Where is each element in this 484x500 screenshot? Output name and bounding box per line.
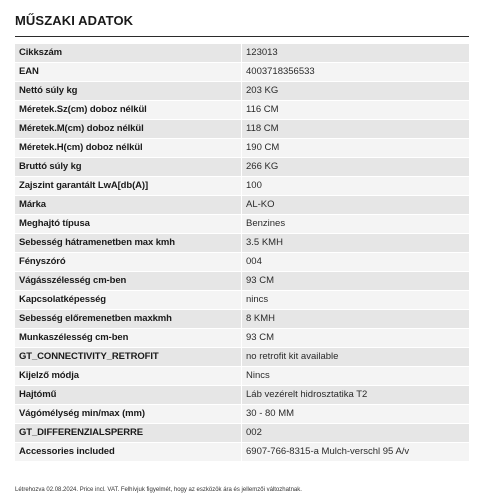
spec-value: 100 <box>242 177 470 196</box>
spec-label: Fényszóró <box>15 253 242 272</box>
spec-value: Benzines <box>242 215 470 234</box>
spec-table <box>15 43 469 462</box>
table-row <box>15 367 469 386</box>
spec-value: 30 - 80 MM <box>242 405 470 424</box>
table-row <box>15 272 469 291</box>
spec-value: nincs <box>242 291 470 310</box>
spec-label: EAN <box>15 63 242 82</box>
spec-label: Zajszint garantált LwA[db(A)] <box>15 177 242 196</box>
spec-label: Méretek.M(cm) doboz nélkül <box>15 120 242 139</box>
table-row <box>15 234 469 253</box>
spec-value: 203 KG <box>242 82 470 101</box>
title-divider <box>15 36 469 37</box>
spec-value: 002 <box>242 424 470 443</box>
table-row <box>15 405 469 424</box>
table-row <box>15 443 469 462</box>
spec-value: 190 CM <box>242 139 470 158</box>
spec-value: 4003718356533 <box>242 63 470 82</box>
table-row <box>15 158 469 177</box>
spec-value: 266 KG <box>242 158 470 177</box>
spec-label: Sebesség előremenetben maxkmh <box>15 310 242 329</box>
spec-label: Vágómélység min/max (mm) <box>15 405 242 424</box>
spec-label: Munkaszélesség cm-ben <box>15 329 242 348</box>
table-row <box>15 139 469 158</box>
spec-value: 6907-766-8315-a Mulch-verschl 95 A/v <box>242 443 470 462</box>
spec-value: Nincs <box>242 367 470 386</box>
table-row <box>15 348 469 367</box>
spec-label: GT_DIFFERENZIALSPERRE <box>15 424 242 443</box>
spec-label: Vágásszélesség cm-ben <box>15 272 242 291</box>
spec-label: Cikkszám <box>15 44 242 63</box>
table-row <box>15 253 469 272</box>
spec-label: GT_CONNECTIVITY_RETROFIT <box>15 348 242 367</box>
table-row <box>15 101 469 120</box>
table-row <box>15 63 469 82</box>
spec-label: Nettó súly kg <box>15 82 242 101</box>
table-row <box>15 215 469 234</box>
spec-value: 116 CM <box>242 101 470 120</box>
spec-value: 3.5 KMH <box>242 234 470 253</box>
spec-value: 93 CM <box>242 329 470 348</box>
spec-label: Méretek.H(cm) doboz nélkül <box>15 139 242 158</box>
spec-value: no retrofit kit available <box>242 348 470 367</box>
spec-value: 123013 <box>242 44 470 63</box>
spec-value: 93 CM <box>242 272 470 291</box>
table-row <box>15 177 469 196</box>
spec-value: 8 KMH <box>242 310 470 329</box>
table-row <box>15 291 469 310</box>
spec-label: Sebesség hátramenetben max kmh <box>15 234 242 253</box>
spec-label: Meghajtó típusa <box>15 215 242 234</box>
table-row <box>15 44 469 63</box>
table-row <box>15 310 469 329</box>
spec-value: 118 CM <box>242 120 470 139</box>
spec-label: Márka <box>15 196 242 215</box>
table-row <box>15 82 469 101</box>
spec-value: Láb vezérelt hidrosztatika T2 <box>242 386 470 405</box>
spec-label: Bruttó súly kg <box>15 158 242 177</box>
spec-label: Hajtómű <box>15 386 242 405</box>
spec-label: Accessories included <box>15 443 242 462</box>
page-title: MŰSZAKI ADATOK <box>15 13 134 28</box>
table-row <box>15 120 469 139</box>
spec-label: Méretek.Sz(cm) doboz nélkül <box>15 101 242 120</box>
table-row <box>15 196 469 215</box>
spec-label: Kapcsolatképesség <box>15 291 242 310</box>
table-row <box>15 329 469 348</box>
footer-disclaimer: Létrehozva 02.08.2024. Price incl. VAT. Felhívjuk figyelmét, hogy az eszközök ára és jellemzői változhatnak. <box>15 487 302 493</box>
spec-value: 004 <box>242 253 470 272</box>
spec-value: AL-KO <box>242 196 470 215</box>
table-row <box>15 386 469 405</box>
spec-label: Kijelző módja <box>15 367 242 386</box>
table-row <box>15 424 469 443</box>
